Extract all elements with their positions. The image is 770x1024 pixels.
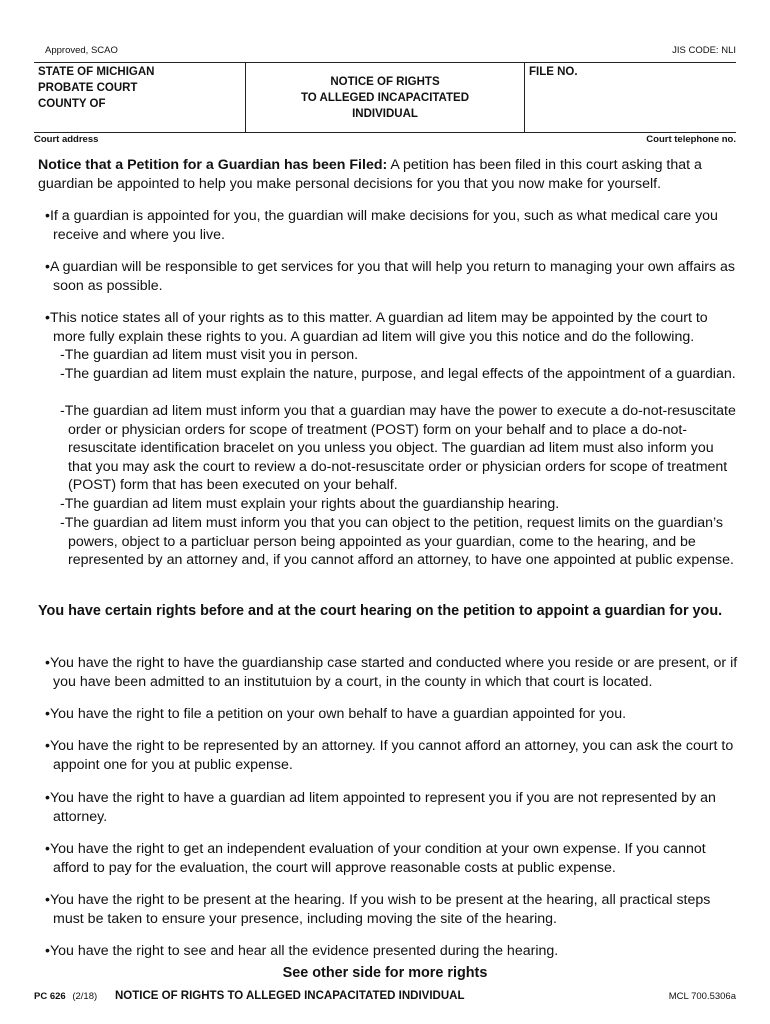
list-item: •You have the right to file a petition on your own behalf to have a guardian appointed for you. xyxy=(45,706,627,722)
list-item: •You have the right to have a guardian ad litem appointed to represent you if you are not represented by an attorney. xyxy=(45,790,716,825)
notice-heading: Notice that a Petition for a Guardian has been Filed: xyxy=(38,157,388,173)
notice-text: A petition has been filed in this court asking that a guardian be appointed to help you make personal decisions for you that you now make for yourself. xyxy=(38,157,702,192)
form-title-box xyxy=(246,74,524,143)
header-top-border xyxy=(34,62,736,63)
header-divider-2 xyxy=(524,63,525,132)
form-number: PC 626 xyxy=(34,991,66,1002)
approved-label: Approved, SCAO xyxy=(45,45,118,56)
sub-list-item: -The guardian ad litem must explain your rights about the guardianship hearing. xyxy=(60,496,560,512)
sub-list-item: -The guardian ad litem must visit you in person. xyxy=(60,347,359,363)
rights-heading: You have certain rights before and at the court hearing on the petition to appoint a guardian for you. xyxy=(38,603,723,619)
court-caption xyxy=(38,64,243,133)
sub-list-item: -The guardian ad litem must explain the nature, purpose, and legal effects of the appointment of a guardian. xyxy=(60,366,736,382)
list-item: •You have the right to see and hear all the evidence presented during the hearing. xyxy=(45,943,559,959)
list-item: •You have the right to be present at the hearing. If you wish to be present at the hearing, all practical steps must be taken to ensure your presence, including moving the site of the hearing. xyxy=(45,892,711,927)
court-county: COUNTY OF xyxy=(38,98,106,110)
file-no-field[interactable] xyxy=(529,64,729,133)
sub-list-item: -The guardian ad litem must inform you that a guardian may have the power to execute a do-not-resuscitate order or physician orders for scope of treatment (POST) form on your behalf and to place a do-not-resuscitate identification bracelet on you unless you object. The guardian ad litem must also inform you that you may ask the court to review a do-not-resuscitate order or physician orders for scope of treatment (POST) form that has been executed on your behalf. xyxy=(60,403,736,493)
court-telephone-label: Court telephone no. xyxy=(646,134,736,145)
form-revision: (2/18) xyxy=(72,991,98,1002)
list-item: •This notice states all of your rights as to this matter. A guardian ad litem may be appointed by the court to more fully explain these rights to you. A guardian ad litem will give you this notice and do the following. xyxy=(45,310,708,345)
notice-paragraph xyxy=(38,156,738,193)
list-item: •If a guardian is appointed for you, the guardian will make decisions for you, such as what medical care you receive and where you live. xyxy=(45,208,718,243)
footer-mcl: MCL 700.5306a xyxy=(668,991,736,1002)
list-item: •You have the right to be represented by an attorney. If you cannot afford an attorney, you can ask the court to appoint one for you at public expense. xyxy=(45,738,734,773)
form-title-line-3: INDIVIDUAL xyxy=(352,108,418,120)
list-item: •You have the right to get an independent evaluation of your condition at your own expense. If you cannot afford to pay for the evaluation, the court will approve reasonable costs at public expense. xyxy=(45,841,706,876)
court-address-label: Court address xyxy=(34,134,99,145)
court-state: STATE OF MICHIGAN xyxy=(38,66,155,78)
footer-form-id xyxy=(34,991,97,1002)
list-item: •You have the right to have the guardianship case started and conducted where you reside or are present, or if you have been admitted to an institutuion by a court, in the county in which that court is located. xyxy=(45,655,738,690)
footer-form-title: NOTICE OF RIGHTS TO ALLEGED INCAPACITATED INDIVIDUAL xyxy=(115,990,465,1002)
jis-code: JIS CODE: NLI xyxy=(672,45,736,56)
court-type: PROBATE COURT xyxy=(38,82,138,94)
file-no-label: FILE NO. xyxy=(529,66,578,78)
list-item: •A guardian will be responsible to get services for you that will help you return to managing your own affairs as soon as possible. xyxy=(45,259,736,294)
form-title-line-1: NOTICE OF RIGHTS xyxy=(330,76,440,88)
sub-list-item: -The guardian ad litem must inform you that you can object to the petition, request limits on the guardian’s powers, object to a particluar person being appointed as your guardian, come to the hearing, and be represented by an attorney and, if you cannot afford an attorney, to have one appointed at public expense. xyxy=(60,515,734,568)
see-other-side: See other side for more rights xyxy=(282,965,488,981)
form-title-line-2: TO ALLEGED INCAPACITATED xyxy=(300,92,470,104)
